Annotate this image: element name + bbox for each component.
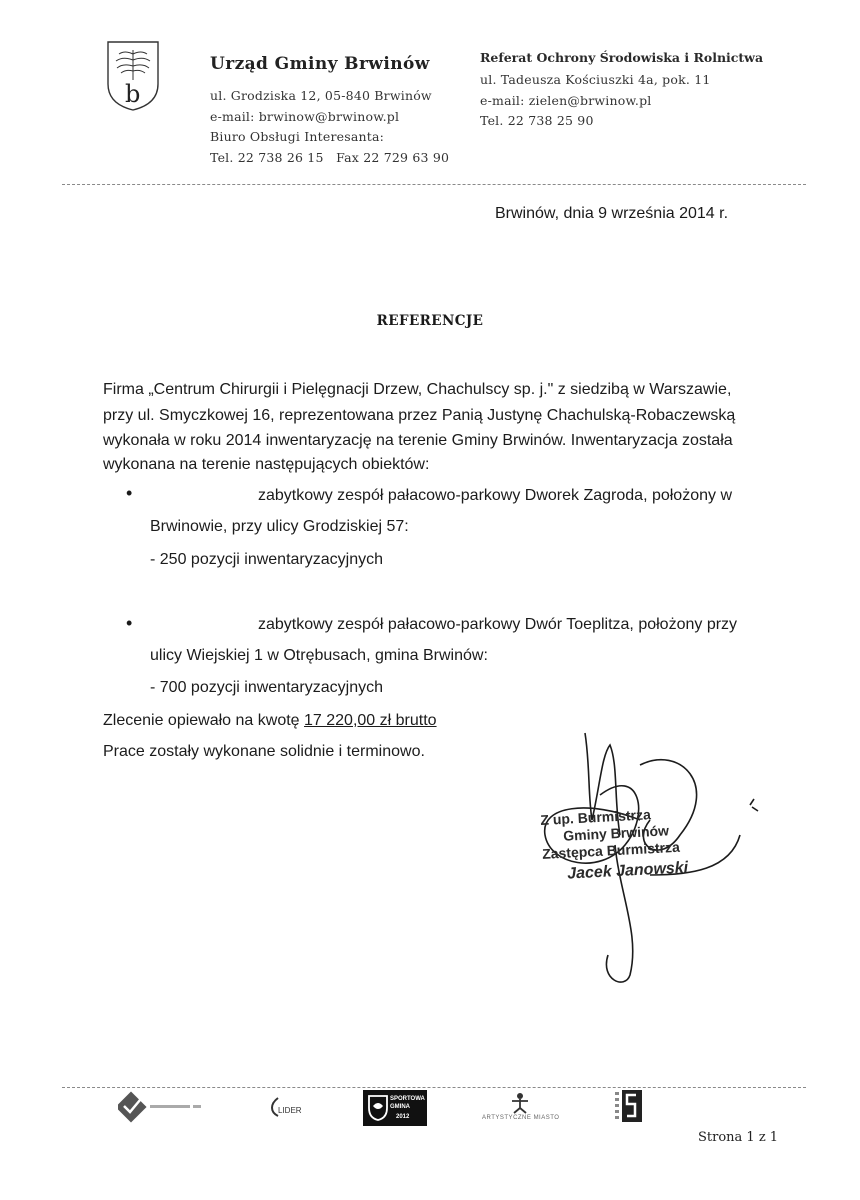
header-divider [62, 184, 806, 185]
lider-label: LIDER [278, 1106, 302, 1115]
list-item-2-count: - 700 pozycji inwentaryzacyjnych [150, 679, 383, 696]
sale-logo [118, 1088, 208, 1128]
document-date: Brwinów, dnia 9 września 2014 r. [495, 205, 729, 222]
stamp-line-4: Jacek Janowski [566, 859, 689, 883]
list-item-2-line1: zabytkowy zespół pałacowo-parkowy Dwór Toeplitza, położony przy [258, 616, 738, 633]
body-line: wykonana na terenie następujących obiektów: [103, 456, 430, 473]
artystyczne-label: ARTYSTYCZNE MIASTO [482, 1115, 560, 1121]
dept-phone: Tel. 22 738 25 90 [480, 113, 594, 128]
brwinow-crest-icon [106, 40, 160, 112]
sportowa-gmina-label: SPORTOWA GMINA [390, 1096, 425, 1110]
sportowa-gmina-year: 2012 [396, 1114, 410, 1120]
shield-icon [367, 1094, 389, 1122]
sportowa-gmina-2012-logo [363, 1090, 427, 1126]
dept-name: Referat Ochrony Środowiska i Rolnictwa [480, 50, 764, 65]
amount-line [103, 709, 437, 733]
bullet-2: • [126, 613, 133, 633]
closing-statement: Prace zostały wykonane solidnie i terminowo. [103, 743, 425, 760]
org-email: e-mail: brwinow@brwinow.pl [210, 109, 400, 124]
dept-address: ul. Tadeusza Kościuszki 4a, pok. 11 [480, 72, 711, 87]
bullet-1: • [126, 483, 133, 503]
body-line: wykonała w roku 2014 inwentaryzację na terenie Gminy Brwinów. Inwentaryzacja została [103, 432, 733, 449]
figure-icon [510, 1092, 530, 1114]
dept-email: e-mail: zielen@brwinow.pl [480, 93, 652, 108]
office-label: Biuro Obsługi Interesanta: [210, 129, 385, 144]
org-phones: Tel. 22 738 26 15 Fax 22 729 63 90 [210, 150, 450, 165]
fifty-logo [614, 1088, 644, 1124]
contract-amount: 17 220,00 zł brutto [304, 712, 437, 729]
artystyczne-miasto-logo [478, 1088, 564, 1128]
svg-text:b: b [125, 80, 141, 108]
list-item-1-line1: zabytkowy zespół pałacowo-parkowy Dworek Zagroda, położony w [258, 487, 732, 504]
amount-prefix: Zlecenie opiewało na kwotę [103, 712, 305, 729]
stamp-line-2: Gminy Brwinów [562, 822, 670, 844]
list-item-1-line2: Brwinowie, przy ulicy Grodziskiej 57: [150, 518, 409, 535]
page-number: Strona 1 z 1 [698, 1130, 779, 1145]
document-title: REFERENCJE [376, 313, 484, 329]
body-line: Firma „Centrum Chirurgii i Pielęgnacji Drzew, Chachulscy sp. j." z siedzibą w Warszawie, [103, 381, 732, 398]
official-stamp [540, 802, 743, 884]
org-name: Urząd Gminy Brwinów [210, 54, 430, 74]
list-item-2-line2: ulicy Wiejskiej 1 w Otrębusach, gmina Brwinów: [150, 647, 488, 664]
stamp-line-1: Z up. Burmistrza [540, 806, 652, 828]
lider-logo [268, 1088, 318, 1128]
org-address: ul. Grodziska 12, 05-840 Brwinów [210, 88, 432, 103]
body-line: przy ul. Smyczkowej 16, reprezentowana przez Panią Justynę Chachulską-Robaczewską [103, 407, 736, 424]
list-item-1-count: - 250 pozycji inwentaryzacyjnych [150, 551, 383, 568]
stamp-line-3: Zastępca Burmistrza [541, 838, 681, 862]
